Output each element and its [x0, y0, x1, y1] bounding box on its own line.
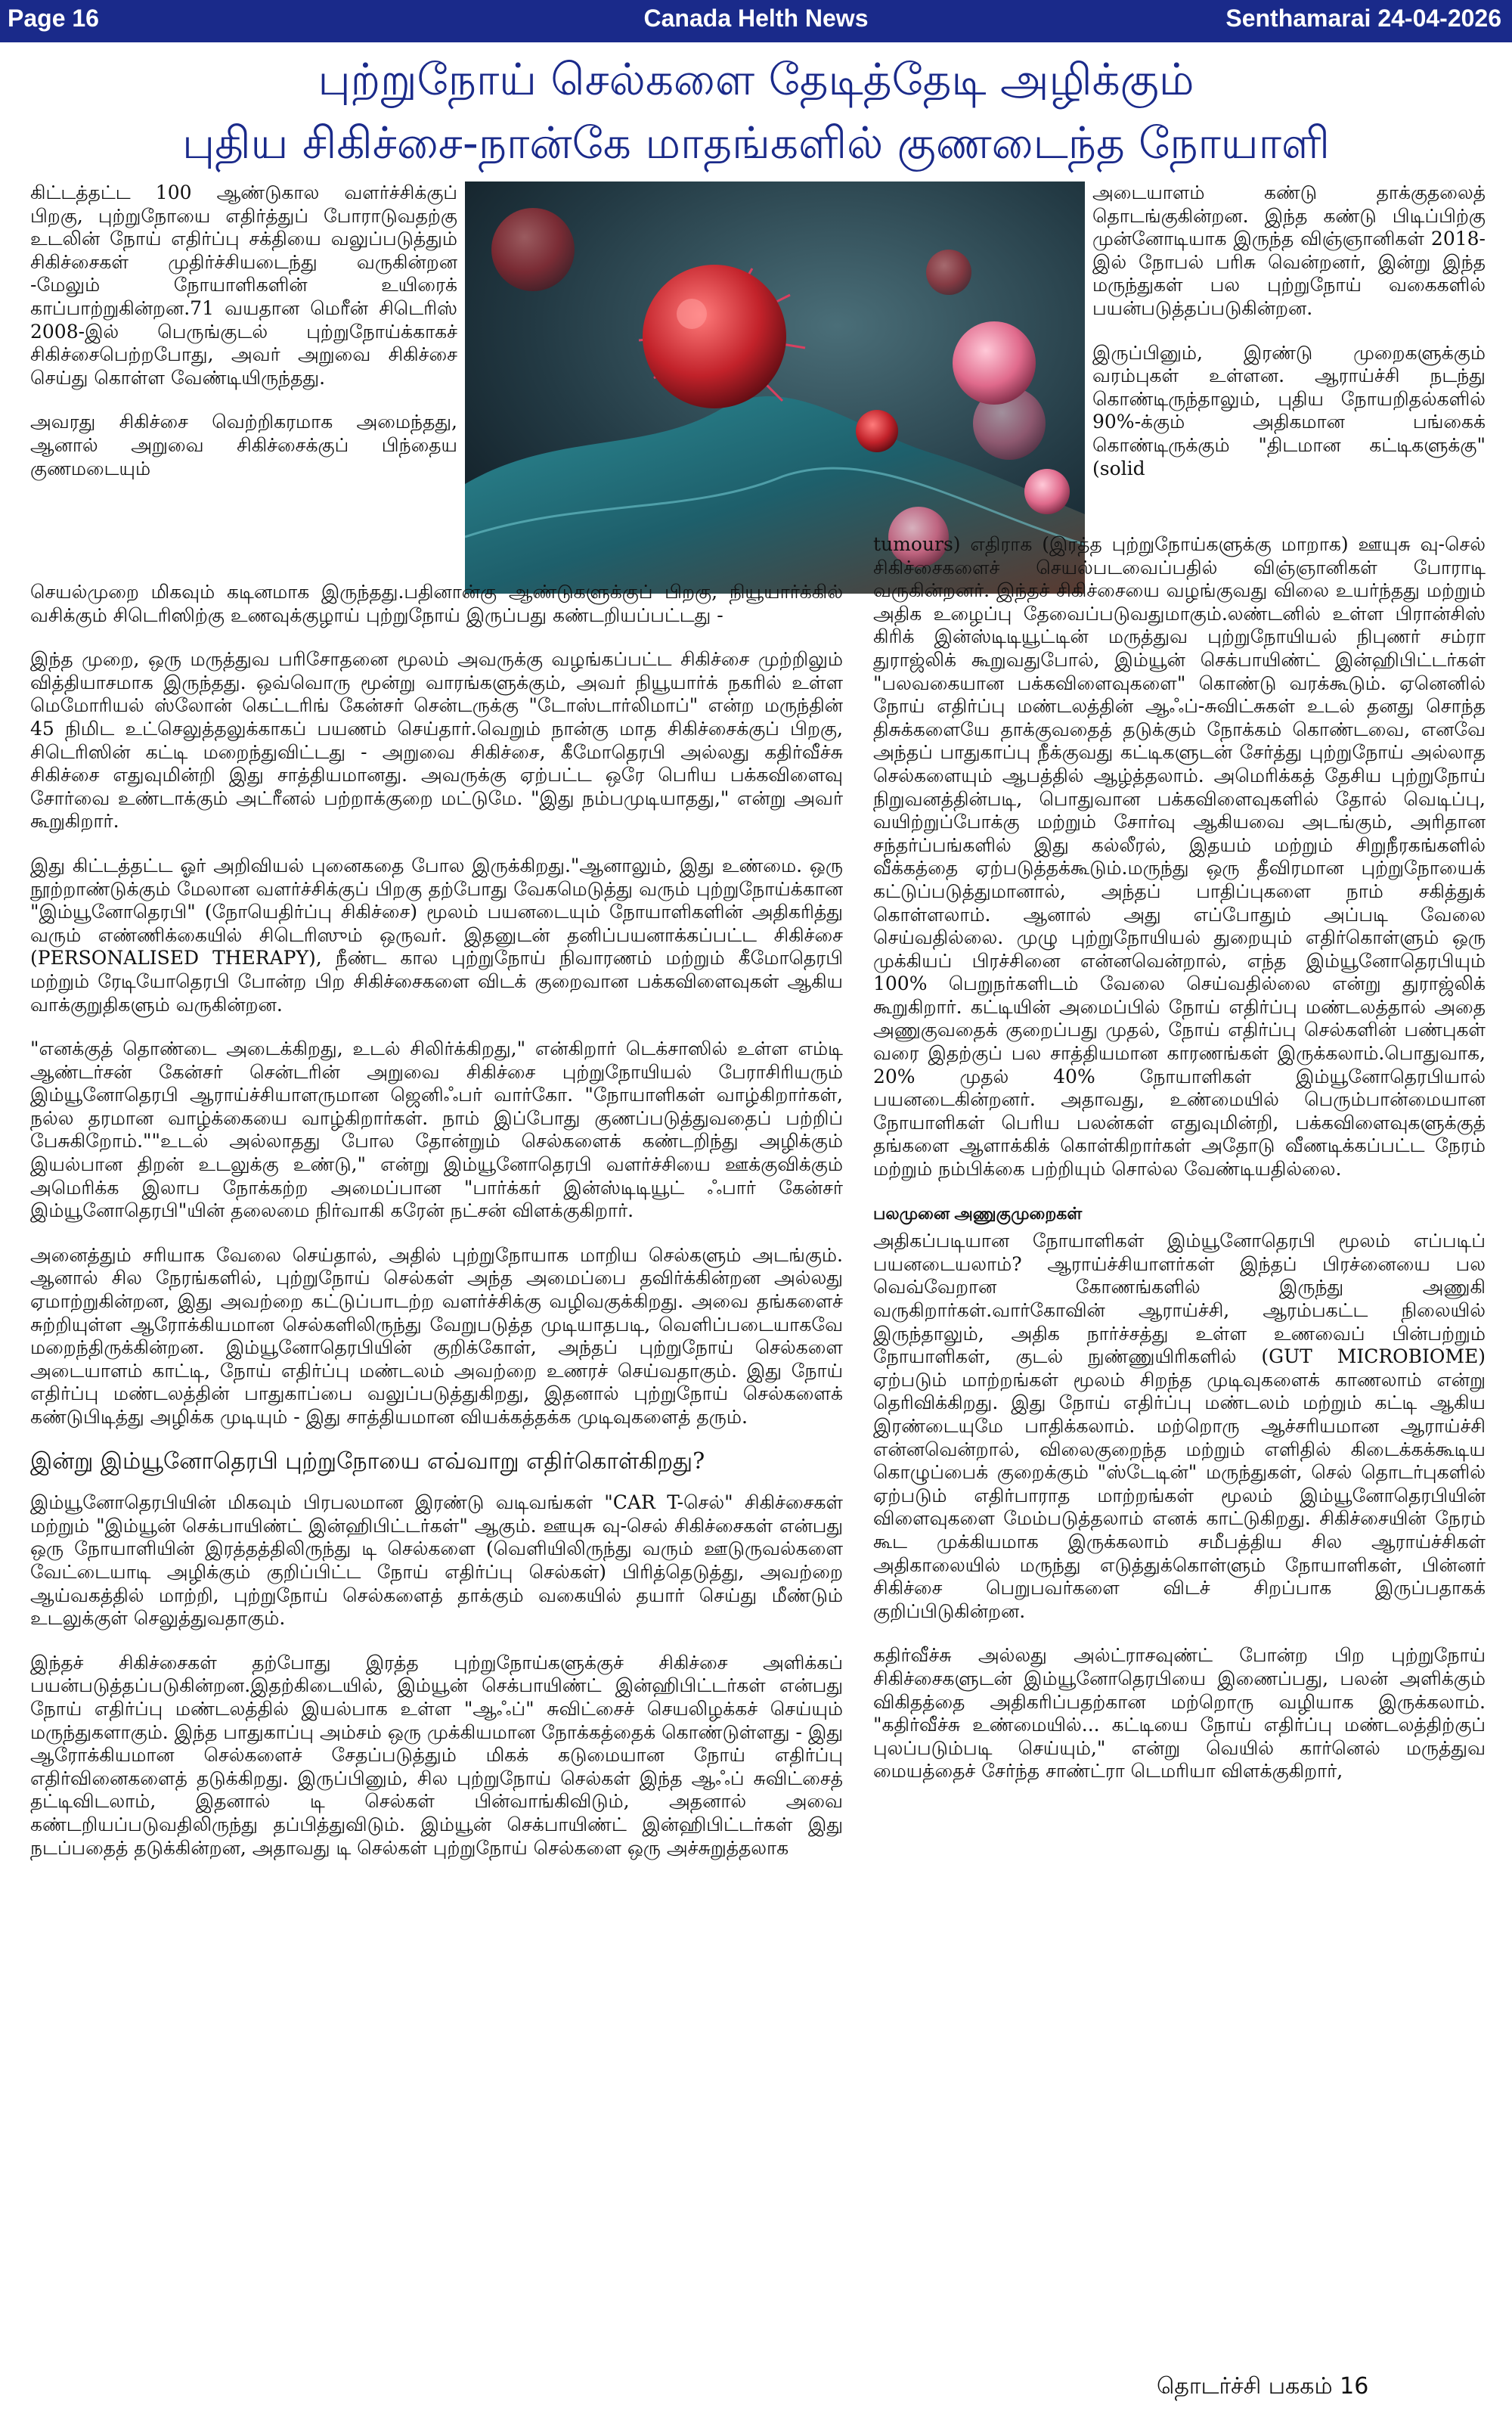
section-subheading: பலமுனை அணுகுமுறைகள்	[873, 1203, 1083, 1223]
article-column-right-top	[1092, 182, 1486, 480]
publication-title: Canada Helth News	[643, 5, 869, 32]
article-paragraph: இம்யூனோதெரபியின் மிகவும் பிரபலமான இரண்டு வடிவங்கள் "CAR T-செல்" சிகிச்சைகள் மற்றும் "இம்யூன் செக்பாயிண்ட் இன்ஹிபிட்டர்கள்" ஆகும். ஊயுசு வு-செல் சிகிச்சைகள் என்பது ஒரு நோயாளியின் இரத்தத்திலிருந்து டி செல்களை (வெளியிலிருந்து வரும் ஊடுருவல்களை வேட்டையாடி அழிக்கும் குறிப்பிட்ட நோய் எதிர்ப்பு செல்கள்) பிரித்தெடுத்து, அவற்றை ஆய்வகத்தில் மாற்றி, புற்றுநோய் செல்களைத் தாக்கும் வகையில் தயார் செய்து மீண்டும் உடலுக்குள் செலுத்துவதாகும்.	[30, 1491, 843, 1630]
article-paragraph: tumours) எதிராக (இரத்த புற்றுநோய்களுக்கு மாறாக) ஊயுசு வு-செல் சிகிச்சைகளைச் செயல்படவைப்பதில் விஞ்ஞானிகள் போராடி வருகின்றனர். இந்தச் சிகிச்சையை வழங்குவது விலை உயர்ந்தது மற்றும் அதிக உழைப்பு தேவைப்படுவதுமாகும்.லண்டனில் உள்ள பிரான்சிஸ் கிரிக் இன்ஸ்டிடியூட்டின் மருத்துவ புற்றுநோயியல் நிபுணர் சம்ரா துராஜ்லிக் கூறுவதுபோல், இம்யூன் செக்பாயிண்ட் இன்ஹிபிட்டர்கள் "பலவகையான பக்கவிளைவுகளை" கொண்டு வரக்கூடும். ஏனெனில் நோய் எதிர்ப்பு மண்டலத்தின் ஆஃப்-சுவிட்சுகள் உடல் தனது சொந்த திசுக்களையே தாக்குவதைத் தடுக்கும் நோக்கம் கொண்டவை, எனவே அந்தப் பாதுகாப்பு நீக்குவது கட்டிகளுடன் சேர்த்து புற்றுநோய் அல்லாத செல்களையும் ஆபத்தில் ஆழ்த்தலாம். அமெரிக்கத் தேசிய புற்றுநோய் நிறுவனத்தின்படி, பொதுவான பக்கவிளைவுகளில் தோல் வெடிப்பு, வயிற்றுப்போக்கு மற்றும் சோர்வு ஆகியவை அடங்கும், அரிதான சந்தர்ப்பங்களில் இது கல்லீரல், இதயம் மற்றும் சிறுநீரகங்களில் வீக்கத்தை ஏற்படுத்தக்கூடும்.மருந்து ஒரு தீவிரமான புற்றுநோயைக் கட்டுப்படுத்துமானால், அந்தப் பாதிப்புகளை நாம் சகித்துக் கொள்ளலாம். ஆனால் அது எப்போதும் அப்படி வேலை செய்வதில்லை. முழு புற்றுநோயியல் துறையும் எதிர்கொள்ளும் ஒரு முக்கியப் பிரச்சினை என்னவென்றால், எந்த இம்யூனோதெரபியும் 100% பெறுநர்களிடம் வேலை செய்வதில்லை என்று துராஜ்லிக் கூறுகிறார். கட்டியின் அமைப்பில் நோய் எதிர்ப்பு மண்டலத்தால் அதை அணுகுவதைக் குறைப்பது முதல், நோய் எதிர்ப்பு செல்களின் பண்புகள் வரை இதற்குப் பல சாத்தியமான காரணங்கள் இருக்கலாம்.பொதுவாக, 20% முதல் 40% நோயாளிகள் இம்யூனோதெரபியால் பயனடைகின்றனர். அதாவது, உண்மையில் பெரும்பான்மையான நோயாளிகள் பெரிய பலன்கள் எதுவுமின்றி, பக்கவிளைவுகளுக்குத் தங்களை ஆளாக்கிக் கொள்கிறார்கள் அதோடு வீணடிக்கப்பட்ட நேரம் மற்றும் நம்பிக்கை பற்றியும் சொல்ல வேண்டியதில்லை.	[873, 533, 1486, 1181]
article-paragraph: அதிகப்படியான நோயாளிகள் இம்யூனோதெரபி மூலம் எப்படிப் பயனடையலாம்? ஆராய்ச்சியாளர்கள் இந்தப் பிரச்னையை பல வெவ்வேறான கோணங்களில் இருந்து அணுகி வருகிறார்கள்.வார்கோவின் ஆராய்ச்சி, ஆரம்பகட்ட நிலையில் இருந்தாலும், அதிக நார்ச்சத்து உள்ள உணவைப் பின்பற்றும் நோயாளிகள், குடல் நுண்ணுயிரிகளில் (GUT MICROBIOME) ஏற்படும் மாற்றங்கள் மூலம் சிறந்த முடிவுகளைக் காணலாம் என்று தெரிவிக்கிறது. இது நோய் எதிர்ப்பு மண்டலம் மற்றும் கட்டி ஆகிய இரண்டையுமே பாதிக்கலாம். மற்றொரு ஆச்சரியமான ஆராய்ச்சி என்னவென்றால், விலைகுறைந்த மற்றும் எளிதில் கிடைக்கக்கூடிய கொழுப்பைக் குறைக்கும் "ஸ்டேடின்" மருந்துகள், செல் தொடர்புகளில் ஏற்படும் எதிர்பாராத மாற்றங்கள் மூலம் இம்யூனோதெரபியின் விளைவுகளை மேம்படுத்தலாம் எனக் காட்டுகிறது. சிகிச்சையின் நேரம் கூட முக்கியமாக இருக்கலாம் சமீபத்திய சில ஆராய்ச்சிகள் அதிகாலையில் மருந்து எடுத்துக்கொள்ளும் நோயாளிகள், பின்னர் சிகிச்சை பெறுபவர்களை விடச் சிறப்பாக இருப்பதாகக் குறிப்பிடுகின்றன.	[873, 1230, 1486, 1622]
headline-line-2: புதிய சிகிச்சை-நான்கே மாதங்களில் குணடைந்த நோயாளி	[182, 117, 1330, 169]
article-column-right-main	[873, 533, 1486, 1804]
article-paragraph: அவரது சிகிச்சை வெற்றிகரமாக அமைந்தது, ஆனால் அறுவை சிகிச்சைக்குப் பிந்தைய குணமடையும்	[30, 411, 457, 479]
article-paragraph: கதிர்வீச்சு அல்லது அல்ட்ராசவுண்ட் போன்ற பிற புற்றுநோய் சிகிச்சைகளுடன் இம்யூனோதெரபியை இணைப்பது, பலன் அளிக்கும் விகிதத்தை அதிகரிப்பதற்கான மற்றொரு வழியாக இருக்கலாம். "கதிர்வீச்சு உண்மையில்... கட்டியை நோய் எதிர்ப்பு மண்டலத்திற்குப் புலப்படும்படி செய்யும்," என்று வெயில் கார்னெல் மருத்துவ மையத்தைச் சேர்ந்த சாண்ட்ரா டெமரியா விளக்குகிறார்,	[873, 1644, 1486, 1782]
article-column-left-top	[30, 182, 457, 480]
article-paragraph: இருப்பினும், இரண்டு முறைகளுக்கும் வரம்புகள் உள்ளன. ஆராய்ச்சி நடந்து கொண்டிருந்தாலும், புதிய நோயறிதல்களில் 90%-க்கும் அதிகமான பங்கைக் கொண்டிருக்கும் "திடமான கட்டிகளுக்கு" (solid	[1092, 341, 1486, 479]
page-number: Page 16	[8, 5, 99, 32]
article-paragraph: அனைத்தும் சரியாக வேலை செய்தால், அதில் புற்றுநோயாக மாறிய செல்களும் அடங்கும். ஆனால் சில நேரங்களில், புற்றுநோய் செல்கள் அந்த அமைப்பை தவிர்க்கின்றன அல்லது ஏமாற்றுகின்றன, இது அவற்றை கட்டுப்பாடற்ற வளர்ச்சிக்கு வழிவகுக்கிறது. அவை தங்களைச் சுற்றியுள்ள ஆரோக்கியமான செல்களிலிருந்து வேறுபடுத்த முடியாதபடி, வெளிப்படையாகவே மறைந்திருக்கின்றன. இம்யூனோதெரபியின் குறிக்கோள், அந்தப் புற்றுநோய் செல்களை அடையாளம் காட்டி, நோய் எதிர்ப்பு மண்டலம் அவற்றை உணரச் செய்வதாகும். இது நோய் எதிர்ப்பு மண்டலத்தின் பாதுகாப்பை வலுப்படுத்துகிறது, இதனால் புற்றுநோய் செல்களைக் கண்டுபிடித்து அழிக்க முடியும் - இது சாத்தியமான வியக்கத்தக்க முடிவுகளைத் தரும்.	[30, 1243, 843, 1428]
article-paragraph: செயல்முறை மிகவும் கடினமாக இருந்தது.பதினான்கு ஆண்டுகளுக்குப் பிறகு, நியூயார்க்கில் வசிக்கும் சிடெரிஸிற்கு உணவுக்குழாய் புற்றுநோய் இருப்பது கண்டறியப்பட்டது -	[30, 581, 843, 626]
headline-line-1: புற்றுநோய் செல்களை தேடித்தேடி அழிக்கும்	[318, 54, 1194, 105]
article-paragraph: அடையாளம் கண்டு தாக்குதலைத் தொடங்குகின்றன. இந்த கண்டு பிடிப்பிற்கு முன்னோடியாக இருந்த விஞ்ஞானிகள் 2018-இல் நோபல் பரிசு வென்றனர், இன்று இந்த மருந்துகள் பல புற்றுநோய் வகைகளில் பயன்படுத்தப்படுகின்றன.	[1092, 182, 1486, 319]
article-paragraph: கிட்டத்தட்ட 100 ஆண்டுகால வளர்ச்சிக்குப் பிறகு, புற்றுநோயை எதிர்த்துப் போராடுவதற்கு உடலின் நோய் எதிர்ப்பு சக்தியை வலுப்படுத்தும் சிகிச்சைகள் முதிர்ச்சியடைந்து வருகின்றன -மேலும் நோயாளிகளின் உயிரைக் காப்பாற்றுகின்றன.71 வயதான மெரீன் சிடெரிஸ் 2008-இல் பெருங்குடல் புற்றுநோய்க்காகச் சிகிச்சைபெற்றபோது, அவர் அறுவை சிகிச்சை செய்து கொள்ள வேண்டியிருந்தது.	[30, 182, 457, 389]
article-paragraph: "எனக்குத் தொண்டை அடைக்கிறது, உடல் சிலிர்க்கிறது," என்கிறார் டெக்சாஸில் உள்ள எம்டி ஆண்டர்சன் கேன்சர் சென்டரின் அறுவை சிகிச்சை புற்றுநோயியல் பேராசிரியரும் இம்யூனோதெரபி ஆராய்ச்சியாளருமான ஜெனிஃபர் வார்கோ. "நோயாளிகள் வாழ்கிறார்கள், நல்ல தரமான வாழ்க்கையை வாழ்கிறார்கள். நாம் இப்போது குணப்படுத்துவதைப் பற்றிப் பேசுகிறோம்.""உடல் அல்லாதது போல தோன்றும் செல்களைக் கண்டறிந்து அழிக்கும் இயல்பான திறன் உடலுக்கு உண்டு," என்று இம்யூனோதெரபி வளர்ச்சியை ஊக்குவிக்கும் அமெரிக்க இலாப நோக்கற்ற அமைப்பான "பார்க்கர் இன்ஸ்டிடியூட் ஃபார் கேன்சர் இம்யூனோதெரபி"யின் தலைமை நிர்வாகி கரேன் நட்சன் விளக்குகிறார்.	[30, 1038, 843, 1222]
section-subheading: இன்று இம்யூனோதெரபி புற்றுநோயை எவ்வாறு எதிர்கொள்கிறது?	[30, 1447, 705, 1475]
article-column-left-main	[30, 581, 843, 1881]
article-paragraph: இந்த முறை, ஒரு மருத்துவ பரிசோதனை மூலம் அவருக்கு வழங்கப்பட்ட சிகிச்சை முற்றிலும் வித்தியாசமாக இருந்தது. ஒவ்வொரு மூன்று வாரங்களுக்கும், அவர் நியூயார்க் நகரில் உள்ள மெமோரியல் ஸ்லோன் கெட்டரிங் கேன்சர் சென்டருக்கு "டோஸ்டார்லிமாப்" என்ற மருந்தின் 45 நிமிட உட்செலுத்தலுக்காகப் பயணம் செய்தார்.வெறும் நான்கு மாத சிகிச்சைக்குப் பிறகு, சிடெரிஸின் கட்டி மறைந்துவிட்டது - அறுவை சிகிச்சை, கீமோதெரபி அல்லது கதிர்வீச்சு சிகிச்சை எதுவுமின்றி இது சாத்தியமானது. அவருக்கு ஏற்பட்ட ஒரே பெரிய பக்கவிளைவு சோர்வை உண்டாக்கும் அட்ரீனல் பற்றாக்குறை மட்டுமே. "இது நம்பமுடியாதது," என்று அவர் கூறுகிறார்.	[30, 648, 843, 833]
article-paragraph: இது கிட்டத்தட்ட ஓர் அறிவியல் புனைகதை போல இருக்கிறது."ஆனாலும், இது உண்மை. ஒரு நூற்றாண்டுக்கும் மேலான வளர்ச்சிக்குப் பிறகு தற்போது வேகமெடுத்து வரும் புற்றுநோய்க்கான "இம்யூனோதெரபி" (நோயெதிர்ப்பு சிகிச்சை) மூலம் பயனடையும் நோயாளிகளின் அதிகரித்து வரும் எண்ணிக்கையில் சிடெரிஸும் ஒருவர். இதனுடன் தனிப்பயனாக்கப்பட்ட சிகிச்சை (PERSONALISED THERAPY), நீண்ட கால புற்றுநோய் நிவாரணம் மற்றும் கீமோதெரபி மற்றும் ரேடியோதெரபி போன்ற பிற சிகிச்சைகளை விடக் குறைவான பக்கவிளைவுகள் ஆகிய வாக்குறுதிகளும் வருகின்றன.	[30, 854, 843, 1016]
continued-note: தொடர்ச்சி பககம் 16	[1157, 2373, 1369, 2400]
article-paragraph: இந்தச் சிகிச்சைகள் தற்போது இரத்த புற்றுநோய்களுக்குச் சிகிச்சை அளிக்கப் பயன்படுத்தப்படுகின்றன.இதற்கிடையில், இம்யூன் செக்பாயிண்ட் இன்ஹிபிட்டர்கள் என்பது நோய் எதிர்ப்பு மண்டலத்தில் இயல்பாக உள்ள "ஆஃப்" சுவிட்சைச் செயலிழக்கச் செய்யும் மருந்துகளாகும். இந்த பாதுகாப்பு அம்சம் ஒரு முக்கியமான நோக்கத்தைக் கொண்டுள்ளது - இது ஆரோக்கியமான செல்களைச் சேதப்படுத்தும் மிகக் கடுமையான நோய் எதிர்ப்பு எதிர்வினைகளைத் தடுக்கிறது. இருப்பினும், சில புற்றுநோய் செல்கள் இந்த ஆஃப் சுவிட்சைத் தட்டிவிடலாம், இதனால் டி செல்கள் பின்வாங்கிவிடும், அதனால் அவை கண்டறியப்படுவதிலிருந்து தப்பித்துவிடும். இம்யூன் செக்பாயிண்ட் இன்ஹிபிட்டர்கள் இது நடப்பதைத் தடுக்கின்றன, அதாவது டி செல்கள் புற்றுநோய் செல்களை ஒரு அச்சுறுத்தலாக	[30, 1651, 843, 1859]
edition-date: Senthamarai 24-04-2026	[1225, 5, 1501, 32]
page-header	[0, 0, 1512, 42]
cancer-cell-image-icon	[465, 182, 1085, 594]
